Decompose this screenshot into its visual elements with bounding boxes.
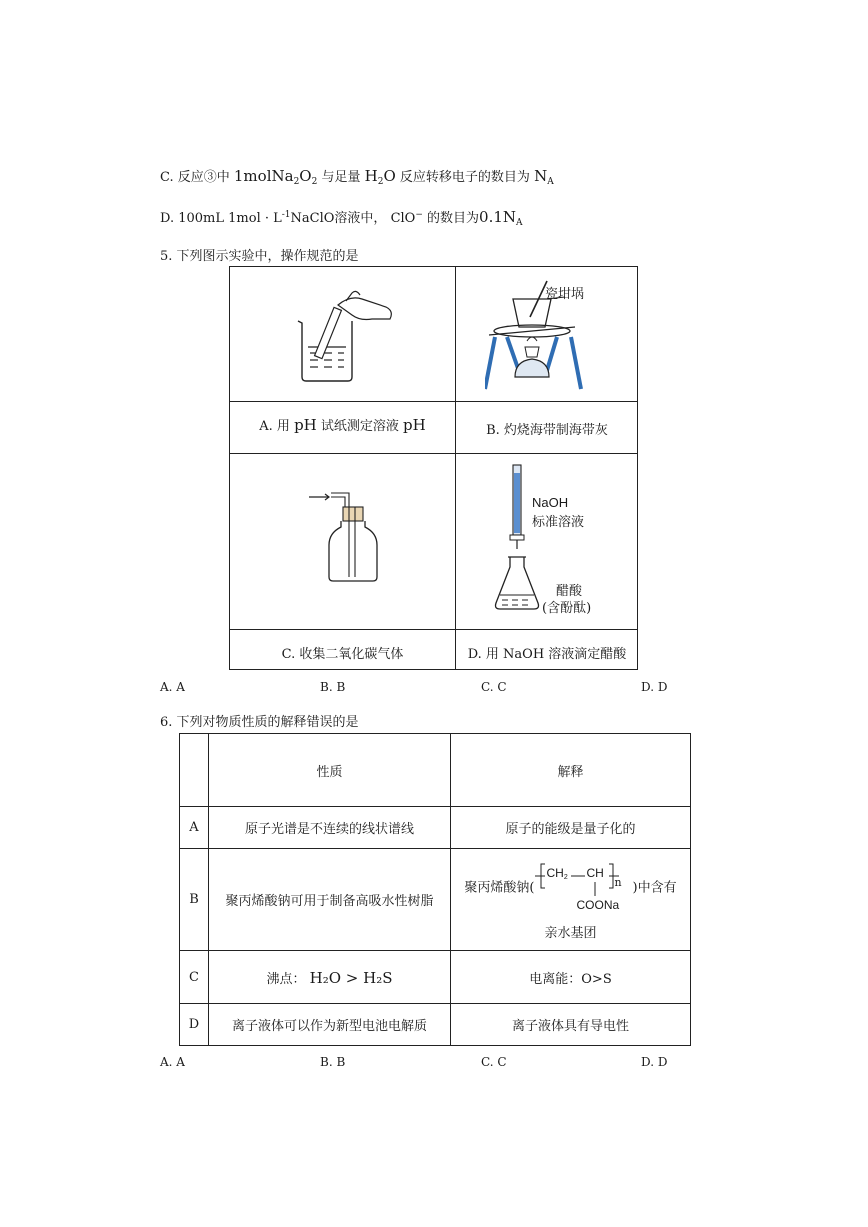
cell-a-caption <box>230 415 455 434</box>
q4-c-na: N <box>534 167 548 185</box>
q6-option-c[interactable]: C. C <box>481 1055 507 1069</box>
q4-d-middle: 的数目为 <box>427 211 480 226</box>
q4-d-sup: -1 <box>281 210 291 220</box>
q4-d-prefix: D. <box>160 211 175 226</box>
q4-c-sub2: 2 <box>311 177 318 187</box>
table-row <box>180 1004 691 1046</box>
q4-c-prefix: C. 反应③中 <box>160 170 230 185</box>
explanation-formula-line <box>451 858 690 918</box>
grid-divider <box>455 267 456 669</box>
ch2-group: CH2 <box>546 866 568 881</box>
standard-solution-label: 标准溶液 <box>532 515 585 530</box>
header-key <box>180 734 209 807</box>
row-explanation: 电离能：O>S <box>451 951 691 1004</box>
explanation-line2: 亲水基团 <box>544 926 597 941</box>
phenolphthalein-label: (含酚酞) <box>542 601 592 616</box>
q4-option-c <box>160 166 554 187</box>
cell-c-caption: C. 收集二氧化碳气体 <box>281 647 404 662</box>
q4-c-sub1: 2 <box>293 177 300 187</box>
q5-option-a[interactable]: A. A <box>160 680 185 694</box>
naoh-label: NaOH <box>532 495 569 510</box>
q5-option-c[interactable]: C. C <box>481 680 507 694</box>
beaker-ph-test-image <box>290 285 400 385</box>
cell-b-caption: B. 灼烧海带制海带灰 <box>486 423 608 438</box>
q4-d-value: 0.1N <box>479 208 517 226</box>
row-property: 原子光谱是不连续的线状谱线 <box>209 807 451 849</box>
coona-group: COONa <box>576 898 620 912</box>
q6-option-a[interactable]: A. A <box>160 1055 185 1069</box>
row-property: 聚丙烯酸钠可用于制备高吸水性树脂 <box>209 849 451 951</box>
row-explanation <box>451 849 691 951</box>
polyacrylate-structure <box>535 858 633 918</box>
property-prefix: 沸点： <box>266 971 306 987</box>
row-property <box>209 951 451 1004</box>
row-key: A <box>180 807 209 849</box>
grid-divider <box>230 453 637 454</box>
q4-c-middle: 与足量 <box>321 170 361 185</box>
explanation-suffix: )中含有 <box>632 880 677 896</box>
caption-a-mid: 试纸测定溶液 <box>320 419 399 434</box>
grid-divider <box>230 401 637 402</box>
q4-c-amount: 1molNa <box>233 167 294 185</box>
row-key: D <box>180 1004 209 1046</box>
table-row <box>180 849 691 951</box>
acetic-acid-label: 醋酸 <box>556 584 583 599</box>
q5-option-d[interactable]: D. D <box>641 680 668 694</box>
caption-a-ph2: pH <box>403 416 426 434</box>
table-header-row <box>180 734 691 807</box>
crucible-label: 瓷坩埚 <box>545 287 585 302</box>
q4-c-h2o-o: O <box>383 167 396 185</box>
q4-d-ion: ClO <box>390 211 416 226</box>
q4-c-suffix: 反应转移电子的数目为 <box>399 170 530 185</box>
q6-option-d[interactable]: D. D <box>641 1055 668 1069</box>
q4-option-d <box>160 207 523 228</box>
header-explanation: 解释 <box>451 734 691 807</box>
grid-divider <box>230 629 637 630</box>
polymer-n: n <box>614 876 622 889</box>
q5-stem: 5. 下列图示实验中，操作规范的是 <box>160 249 359 264</box>
row-explanation: 离子液体具有导电性 <box>451 1004 691 1046</box>
table-row <box>180 951 691 1004</box>
q4-d-ion-sup: − <box>415 210 423 220</box>
q5-option-b[interactable]: B. B <box>320 680 346 694</box>
caption-a-ph1: pH <box>294 416 317 434</box>
row-property: 离子液体可以作为新型电池电解质 <box>209 1004 451 1046</box>
q4-c-h2o-sub: 2 <box>377 177 384 187</box>
q4-d-value-sub: A <box>516 218 523 228</box>
q6-stem: 6. 下列对物质性质的解释错误的是 <box>160 715 359 730</box>
gas-bottle-image <box>305 477 385 587</box>
q4-d-solute: NaClO溶液中， <box>290 211 387 226</box>
q5-figure-grid <box>229 266 638 670</box>
table-row <box>180 807 691 849</box>
row-explanation: 原子的能级是量子化的 <box>451 807 691 849</box>
q4-c-na-sub: A <box>547 177 554 187</box>
ch-group: CH <box>586 866 604 880</box>
cell-d-caption: D. 用 NaOH 溶液滴定醋酸 <box>467 647 627 662</box>
row-key: B <box>180 849 209 951</box>
row-key: C <box>180 951 209 1004</box>
caption-a-prefix: A. 用 <box>259 419 290 434</box>
q6-table <box>179 733 691 1046</box>
header-property: 性质 <box>209 734 451 807</box>
property-formula: H₂O > H₂S <box>309 968 393 987</box>
q4-c-o: O <box>299 167 312 185</box>
explanation-prefix: 聚丙烯酸钠( <box>464 880 535 896</box>
q6-option-b[interactable]: B. B <box>320 1055 346 1069</box>
q4-c-h: H <box>364 167 378 185</box>
q4-d-conc: 100mL 1mol · L <box>178 211 282 226</box>
